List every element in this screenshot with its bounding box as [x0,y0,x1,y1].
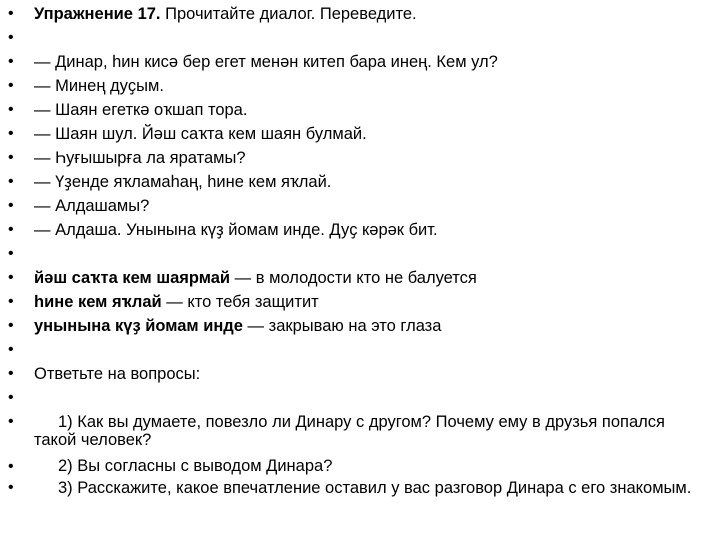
dialogue-text: — Шаян егеткә оҡшап тора. [34,101,248,119]
bullet-icon: • [8,365,14,382]
bullet-list [0,2,720,521]
bullet-icon: • [8,197,14,214]
dialogue-line [0,218,720,242]
questions-header-line [0,362,720,386]
questions-header: Ответьте на вопросы: [34,365,201,383]
bullet-icon: • [8,53,14,70]
blank-line [0,242,720,266]
dialogue-line [0,170,720,194]
question-line [0,410,720,457]
dialogue-text: — Үҙенде яҡламаһаң, һине кем яҡлай. [34,173,332,191]
exercise-instruction: Прочитайте диалог. Переведите. [160,5,417,23]
question-line [0,476,720,521]
dialogue-text: — Алдашамы? [34,197,150,215]
blank-line [0,386,720,410]
bullet-icon: • [8,245,14,262]
blank-line [0,26,720,50]
dialogue-line [0,194,720,218]
vocabulary-term: йәш саҡта кем шаярмай [34,269,231,287]
dialogue-text: — Шаян шул. Йәш саҡта кем шаян булмай. [34,125,367,143]
bullet-icon: • [8,479,14,496]
vocabulary-term: һине кем яҡлай [34,293,162,311]
dialogue-text: — Алдаша. Унынына күҙ йомам инде. Дуҫ кәрәк бит. [34,221,438,239]
bullet-icon: • [8,413,14,430]
question-text: 1) Как вы думаете, повезло ли Динару с другом? Почему ему в друзья попался такой человек? [34,413,665,449]
exercise-title-line [0,2,720,26]
exercise-number: Упражнение 17. [34,5,161,23]
bullet-icon: • [8,5,14,22]
bullet-icon: • [8,29,14,46]
dialogue-line [0,98,720,122]
dialogue-text: — Динар, һин кисә бер егет менән китеп бара инең. Кем ул? [34,53,498,71]
bullet-icon: • [8,341,14,358]
question-text: 3) Расскажите, какое впечатление оставил у вас разговор Динара с его знакомым. [58,479,692,497]
bullet-icon: • [8,458,14,475]
dialogue-text: — Һуғышырға ла яратамы? [34,149,246,167]
vocabulary-line [0,290,720,314]
vocabulary-translation: — в молодости кто не балуется [230,269,477,287]
bullet-icon: • [8,269,14,286]
vocabulary-term: унынына күҙ йомам инде [34,317,243,335]
question-line [0,457,720,476]
question-text: 2) Вы согласны с выводом Динара? [58,457,333,475]
bullet-icon: • [8,125,14,142]
bullet-icon: • [8,101,14,118]
dialogue-line [0,50,720,74]
bullet-icon: • [8,149,14,166]
bullet-icon: • [8,389,14,406]
bullet-icon: • [8,317,14,334]
dialogue-line [0,122,720,146]
vocabulary-translation: — кто тебя защитит [161,293,319,311]
vocabulary-translation: — закрываю на это глаза [242,317,442,335]
bullet-icon: • [8,77,14,94]
bullet-icon: • [8,173,14,190]
bullet-icon: • [8,221,14,238]
blank-line [0,338,720,362]
bullet-icon: • [8,293,14,310]
vocabulary-line [0,314,720,338]
vocabulary-line [0,266,720,290]
dialogue-line [0,74,720,98]
dialogue-text: — Минең дуҫым. [34,77,164,95]
dialogue-line [0,146,720,170]
